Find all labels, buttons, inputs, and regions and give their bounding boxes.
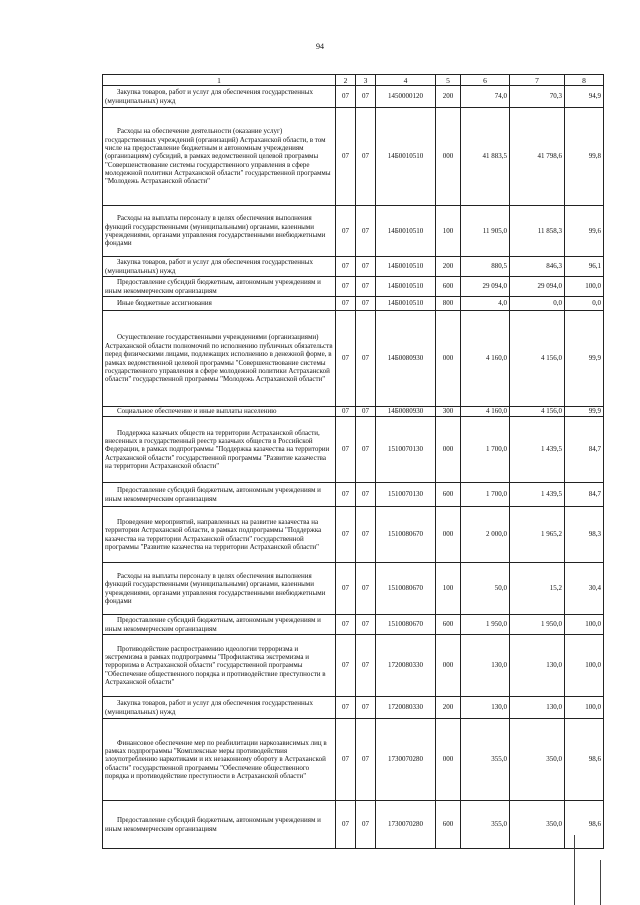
section-cell: 07: [336, 257, 356, 277]
row-name-text: Иные бюджетные ассигнования: [117, 299, 212, 308]
actual-amount-cell: 15,2: [510, 563, 565, 615]
row-name-text: Социальное обеспечение и иные выплаты населению: [117, 407, 277, 416]
actual-amount-cell: 846,3: [510, 257, 565, 277]
expense-type-cell: 000: [436, 108, 461, 206]
table-row: [103, 86, 604, 108]
row-name-cell: [103, 697, 336, 719]
actual-amount-cell: 350,0: [510, 801, 565, 849]
subsection-cell: 07: [356, 719, 376, 801]
row-name-cell: [103, 311, 336, 407]
expense-type-cell: 300: [436, 407, 461, 417]
execution-percent-cell: 99,9: [565, 311, 604, 407]
row-name-text: Предоставление субсидий бюджетным, автономным учреждениям и иным некоммерческим организациям: [105, 616, 321, 633]
row-name-cell: [103, 635, 336, 697]
expense-type-cell: 000: [436, 311, 461, 407]
table-row: [103, 257, 604, 277]
row-name-cell: [103, 257, 336, 277]
target-article-cell: 1720080330: [376, 697, 436, 719]
section-cell: 07: [336, 801, 356, 849]
table-row: [103, 108, 604, 206]
subsection-cell: 07: [356, 563, 376, 615]
budget-table: [102, 74, 604, 849]
row-name-text: Поддержка казачьих обществ на территории Астраханской области, внесенных в государственный реестр казачьих обществ в Российской Федерации, в рамках подпрограммы "Поддержка казачества на территории Астраханской области" государственной программы "Развитие казачества на территории Астраханской области": [105, 428, 330, 471]
target-article-cell: 1510080670: [376, 507, 436, 563]
actual-amount-cell: 1 965,2: [510, 507, 565, 563]
header-cell: 6: [461, 75, 510, 86]
target-article-cell: 1510080670: [376, 563, 436, 615]
planned-amount-cell: 74,0: [461, 86, 510, 108]
planned-amount-cell: 355,0: [461, 801, 510, 849]
subsection-cell: 07: [356, 407, 376, 417]
planned-amount-cell: 355,0: [461, 719, 510, 801]
planned-amount-cell: 11 905,0: [461, 206, 510, 257]
table-row: [103, 297, 604, 311]
header-cell: 3: [356, 75, 376, 86]
header-cell: 1: [103, 75, 336, 86]
row-name-cell: [103, 507, 336, 563]
actual-amount-cell: 350,0: [510, 719, 565, 801]
actual-amount-cell: 1 439,5: [510, 417, 565, 483]
expense-type-cell: 600: [436, 483, 461, 507]
expense-type-cell: 100: [436, 206, 461, 257]
execution-percent-cell: 99,8: [565, 108, 604, 206]
row-name-cell: [103, 108, 336, 206]
planned-amount-cell: 29 094,0: [461, 277, 510, 297]
row-name-text: Предоставление субсидий бюджетным, автономным учреждениям и иным некоммерческим организациям: [105, 278, 321, 295]
section-cell: 07: [336, 635, 356, 697]
section-cell: 07: [336, 277, 356, 297]
subsection-cell: 07: [356, 257, 376, 277]
expense-type-cell: 800: [436, 297, 461, 311]
subsection-cell: 07: [356, 507, 376, 563]
planned-amount-cell: 2 000,0: [461, 507, 510, 563]
row-name-cell: [103, 297, 336, 311]
planned-amount-cell: 50,0: [461, 563, 510, 615]
row-name-text: Закупка товаров, работ и услуг для обеспечения государственных (муниципальных) нужд: [105, 258, 314, 275]
target-article-cell: 14Б0010510: [376, 297, 436, 311]
subsection-cell: 07: [356, 417, 376, 483]
row-name-text: Расходы на выплаты персоналу в целях обеспечения выполнения функций государственными (муниципальными) органами, казенными учреждениями, органами управления государственными внебюджетными фондами: [105, 571, 326, 605]
execution-percent-cell: 98,6: [565, 719, 604, 801]
row-name-text: Проведение мероприятий, направленных на развитие казачества на территории Астраханской области, в рамках подпрограммы "Поддержка казачества на территории Астраханской области" государственной программы "Развитие казачества на территории Астраханской области": [105, 517, 322, 551]
actual-amount-cell: 130,0: [510, 635, 565, 697]
planned-amount-cell: 4 160,0: [461, 311, 510, 407]
expense-type-cell: 200: [436, 86, 461, 108]
section-cell: 07: [336, 483, 356, 507]
page-number: 94: [316, 42, 324, 51]
table-row: [103, 311, 604, 407]
table-row: [103, 483, 604, 507]
execution-percent-cell: 94,9: [565, 86, 604, 108]
target-article-cell: 14Б0010510: [376, 277, 436, 297]
header-cell: 4: [376, 75, 436, 86]
planned-amount-cell: 4,0: [461, 297, 510, 311]
row-name-cell: [103, 563, 336, 615]
target-article-cell: 14Б0010510: [376, 206, 436, 257]
execution-percent-cell: 100,0: [565, 277, 604, 297]
subsection-cell: 07: [356, 277, 376, 297]
table-row: [103, 615, 604, 635]
row-name-cell: [103, 719, 336, 801]
row-name-cell: [103, 615, 336, 635]
section-cell: 07: [336, 507, 356, 563]
target-article-cell: 14Б0080930: [376, 407, 436, 417]
target-article-cell: 1730070280: [376, 801, 436, 849]
section-cell: 07: [336, 206, 356, 257]
expense-type-cell: 000: [436, 719, 461, 801]
row-name-text: Финансовое обеспечение мер по реабилитации наркозависимых лиц в рамках подпрограммы "Комплексные меры противодействия злоупотреблению наркотиками и их незаконному обороту в Астраханской области" государственной программы "Обеспечение общественного порядка и противодействие преступности в Астраханской области": [105, 738, 327, 781]
row-name-cell: [103, 417, 336, 483]
row-name-cell: [103, 277, 336, 297]
target-article-cell: 14Б0010510: [376, 108, 436, 206]
row-name-text: Предоставление субсидий бюджетным, автономным учреждениям и иным некоммерческим организациям: [105, 486, 321, 503]
section-cell: 07: [336, 311, 356, 407]
execution-percent-cell: 30,4: [565, 563, 604, 615]
row-name-text: Расходы на выплаты персоналу в целях обеспечения выполнения функций государственными (муниципальными) органами, казенными учреждениями, органами управления государственными внебюджетными фондами: [105, 214, 326, 248]
execution-percent-cell: 100,0: [565, 635, 604, 697]
section-cell: 07: [336, 86, 356, 108]
header-cell: 5: [436, 75, 461, 86]
execution-percent-cell: 100,0: [565, 697, 604, 719]
actual-amount-cell: 29 094,0: [510, 277, 565, 297]
subsection-cell: 07: [356, 615, 376, 635]
expense-type-cell: 600: [436, 801, 461, 849]
target-article-cell: 1510070130: [376, 483, 436, 507]
header-cell: 7: [510, 75, 565, 86]
table-row: [103, 697, 604, 719]
table-body: [103, 86, 604, 849]
row-name-cell: [103, 206, 336, 257]
subsection-cell: 07: [356, 108, 376, 206]
row-name-text: Закупка товаров, работ и услуг для обеспечения государственных (муниципальных) нужд: [105, 88, 314, 105]
planned-amount-cell: 1 950,0: [461, 615, 510, 635]
row-name-text: Расходы на обеспечение деятельности (оказание услуг) государственных учреждений (организаций) Астраханской области, в том числе на предоставление бюджетным и автономным учреждениям (организациям) субсидий, в рамках ведомственной целевой программы "Совершенствование системы государственного управления в сфере молодежной политики Астраханской области" государственной программы "Молодежь Астраханской области": [105, 127, 331, 186]
execution-percent-cell: 84,7: [565, 483, 604, 507]
subsection-cell: 07: [356, 311, 376, 407]
table-row: [103, 277, 604, 297]
execution-percent-cell: 84,7: [565, 417, 604, 483]
subsection-cell: 07: [356, 297, 376, 311]
execution-percent-cell: 99,9: [565, 407, 604, 417]
section-cell: 07: [336, 563, 356, 615]
actual-amount-cell: 11 858,3: [510, 206, 565, 257]
planned-amount-cell: 880,5: [461, 257, 510, 277]
subsection-cell: 07: [356, 801, 376, 849]
execution-percent-cell: 96,1: [565, 257, 604, 277]
section-cell: 07: [336, 297, 356, 311]
planned-amount-cell: 41 883,5: [461, 108, 510, 206]
table-row: [103, 719, 604, 801]
execution-percent-cell: 99,6: [565, 206, 604, 257]
table-row: [103, 417, 604, 483]
margin-line: [600, 860, 601, 905]
expense-type-cell: 200: [436, 257, 461, 277]
execution-percent-cell: 100,0: [565, 615, 604, 635]
execution-percent-cell: 98,6: [565, 801, 604, 849]
row-name-cell: [103, 483, 336, 507]
row-name-text: Предоставление субсидий бюджетным, автономным учреждениям и иным некоммерческим организациям: [105, 816, 321, 833]
target-article-cell: 1510070130: [376, 417, 436, 483]
actual-amount-cell: 70,3: [510, 86, 565, 108]
planned-amount-cell: 130,0: [461, 635, 510, 697]
subsection-cell: 07: [356, 86, 376, 108]
section-cell: 07: [336, 719, 356, 801]
section-cell: 07: [336, 407, 356, 417]
planned-amount-cell: 130,0: [461, 697, 510, 719]
expense-type-cell: 200: [436, 697, 461, 719]
actual-amount-cell: 1 950,0: [510, 615, 565, 635]
row-name-cell: [103, 407, 336, 417]
planned-amount-cell: 4 160,0: [461, 407, 510, 417]
table-header-row: [103, 75, 604, 86]
target-article-cell: 1720080330: [376, 635, 436, 697]
expense-type-cell: 600: [436, 615, 461, 635]
planned-amount-cell: 1 700,0: [461, 483, 510, 507]
execution-percent-cell: 98,3: [565, 507, 604, 563]
section-cell: 07: [336, 615, 356, 635]
row-name-text: Закупка товаров, работ и услуг для обеспечения государственных (муниципальных) нужд: [105, 699, 314, 716]
target-article-cell: 1730070280: [376, 719, 436, 801]
margin-line: [574, 835, 575, 905]
subsection-cell: 07: [356, 483, 376, 507]
expense-type-cell: 100: [436, 563, 461, 615]
section-cell: 07: [336, 417, 356, 483]
target-article-cell: 1510080670: [376, 615, 436, 635]
row-name-text: Противодействие распространению идеологии терроризма и экстремизма в рамках подпрограммы "Профилактика экстремизма и терроризма в Астраханской области" государственной программы "Обеспечение общественного порядка и противодействие преступности в Астраханской области": [105, 644, 326, 687]
table-row: [103, 801, 604, 849]
section-cell: 07: [336, 697, 356, 719]
subsection-cell: 07: [356, 206, 376, 257]
expense-type-cell: 600: [436, 277, 461, 297]
target-article-cell: 14Б0010510: [376, 257, 436, 277]
table-row: [103, 563, 604, 615]
actual-amount-cell: 4 156,0: [510, 311, 565, 407]
header-cell: 8: [565, 75, 604, 86]
row-name-cell: [103, 86, 336, 108]
expense-type-cell: 000: [436, 507, 461, 563]
actual-amount-cell: 130,0: [510, 697, 565, 719]
target-article-cell: 1450000120: [376, 86, 436, 108]
section-cell: 07: [336, 108, 356, 206]
table-row: [103, 507, 604, 563]
expense-type-cell: 000: [436, 417, 461, 483]
planned-amount-cell: 1 700,0: [461, 417, 510, 483]
subsection-cell: 07: [356, 635, 376, 697]
table-row: [103, 206, 604, 257]
table-row: [103, 635, 604, 697]
table-row: [103, 407, 604, 417]
expense-type-cell: 000: [436, 635, 461, 697]
subsection-cell: 07: [356, 697, 376, 719]
execution-percent-cell: 0,0: [565, 297, 604, 311]
actual-amount-cell: 1 439,5: [510, 483, 565, 507]
row-name-text: Осуществление государственными учреждениями (организациями) Астраханской области полномочий по исполнению публичных обязательств перед физическими лицами, подлежащих исполнению в денежной форме, в рамках ведомственной целевой программы "Совершенствование системы государственного управления в сфере молодежной политики Астраханской области" государственной программы "Молодежь Астраханской области": [105, 333, 333, 384]
actual-amount-cell: 0,0: [510, 297, 565, 311]
target-article-cell: 14Б0080930: [376, 311, 436, 407]
header-cell: 2: [336, 75, 356, 86]
actual-amount-cell: 4 156,0: [510, 407, 565, 417]
row-name-cell: [103, 801, 336, 849]
actual-amount-cell: 41 798,6: [510, 108, 565, 206]
